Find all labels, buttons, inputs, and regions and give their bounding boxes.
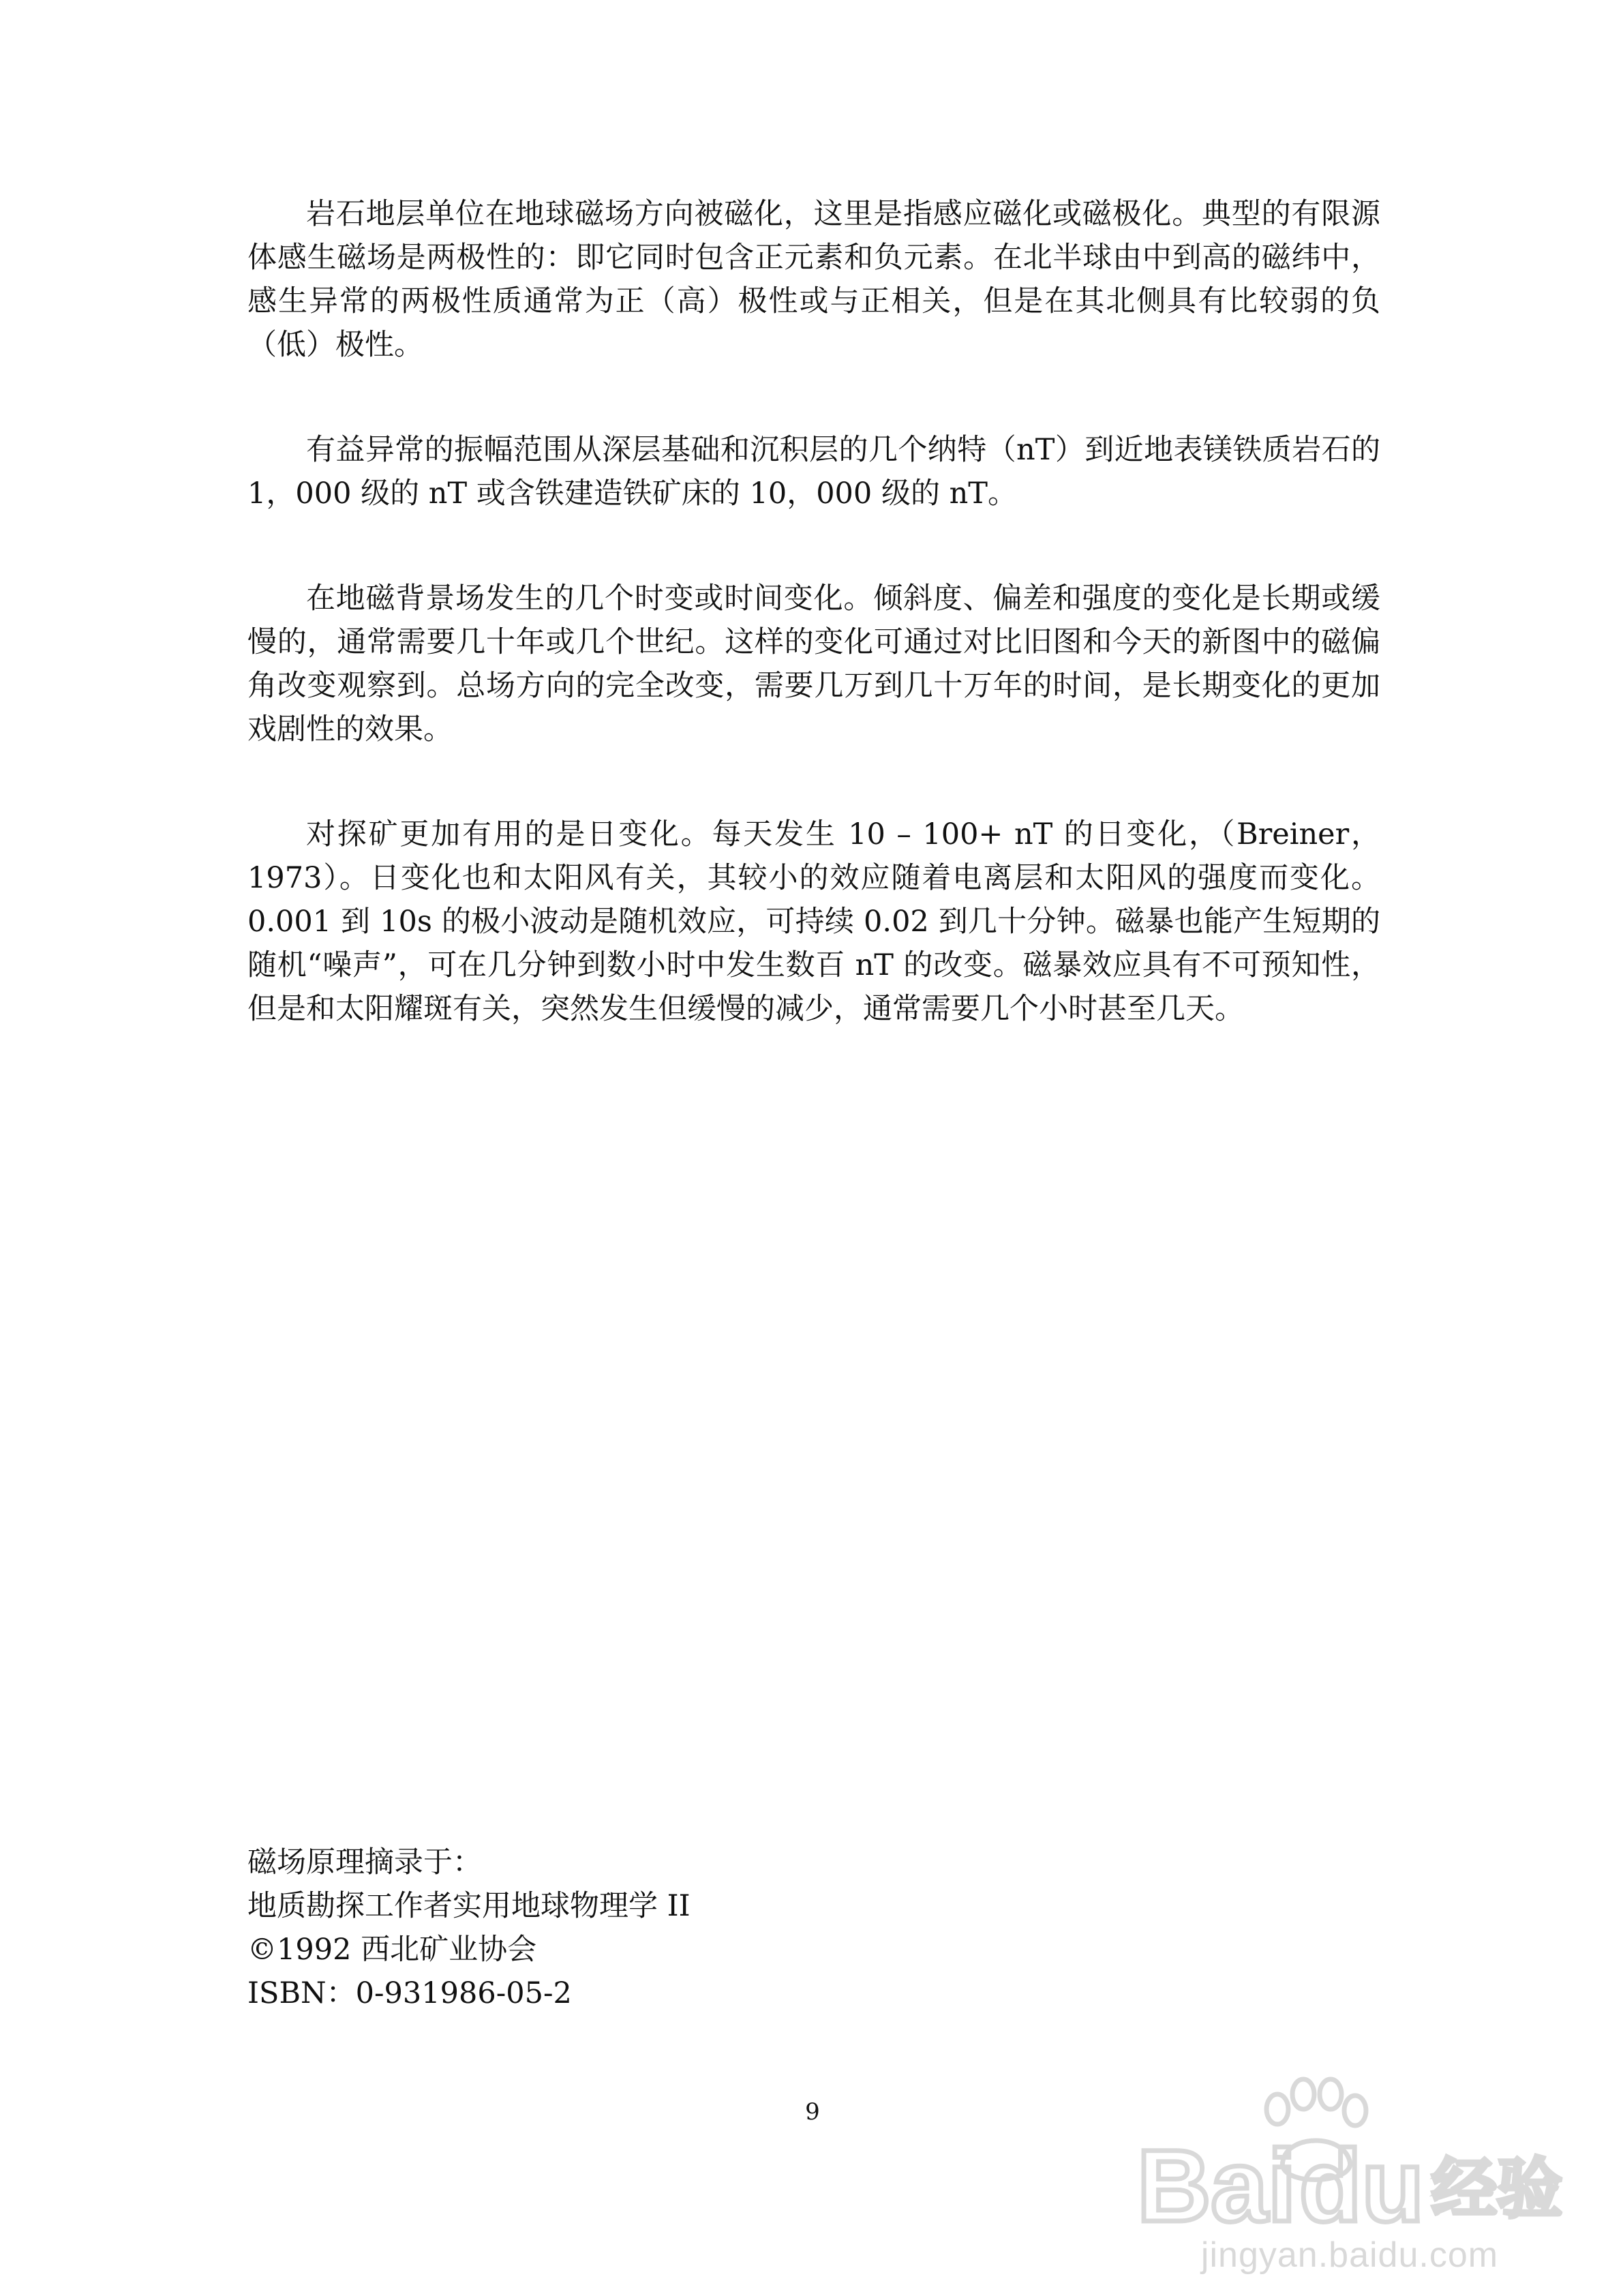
paragraph-secular-variation: 在地磁背景场发生的几个时变或时间变化。倾斜度、偏差和强度的变化是长期或缓慢的，通常需要几十年或几个世纪。这样的变化可通过对比旧图和今天的新图中的磁偏角改变观察到。总场方向的完全改变，需要几万到几十万年的时间，是长期变化的更加戏剧性的效果。: [247, 581, 1380, 746]
source-citation: [247, 1841, 691, 2015]
baidu-jingyan-watermark: [1132, 2066, 1568, 2275]
paragraph-diurnal-variation: 对探矿更加有用的是日变化。每天发生 10 – 100+ nT 的日变化，（Breiner，1973）。日变化也和太阳风有关，其较小的效应随着电离层和太阳风的强度而变化。0.001 到 10s 的极小波动是随机效应，可持续 0.02 到几十分钟。磁暴也能产生短期的随机“噪声”，可在几分钟到数小时中发生数百 nT 的改变。磁暴效应具有不可预知性，但是和太阳耀斑有关，突然发生但缓慢的减少，通常需要几个小时甚至几天。: [247, 817, 1380, 1026]
watermark-url: jingyan.baidu.com: [1200, 2235, 1499, 2275]
citation-book-title: 地质勘探工作者实用地球物理学 II: [247, 1889, 691, 1923]
logo-text-bai: Bai: [1137, 2128, 1296, 2236]
logo-text-du: du: [1299, 2128, 1425, 2236]
citation-copyright: ©1992 西北矿业协会: [247, 1933, 537, 1967]
citation-isbn: ISBN：0-931986-05-2: [247, 1976, 572, 2010]
paragraph-anomaly-amplitude: 有益异常的振幅范围从深层基础和沉积层的几个纳特（nT）到近地表镁铁质岩石的 1，000 级的 nT 或含铁建造铁矿床的 10，000 级的 nT。: [247, 433, 1380, 511]
logo-text-jingyan: 经验: [1431, 2151, 1562, 2227]
citation-intro: 磁场原理摘录于：: [247, 1845, 482, 1879]
paragraph-magnetization: 岩石地层单位在地球磁场方向被磁化，这里是指感应磁化或磁极化。典型的有限源体感生磁场是两极性的：即它同时包含正元素和负元素。在北半球由中到高的磁纬中，感生异常的两极性质通常为正（高）极性或与正相关，但是在其北侧具有比较弱的负（低）极性。: [247, 197, 1380, 362]
baidu-jingyan-logo: [1132, 2066, 1568, 2236]
page-number: 9: [805, 2098, 820, 2126]
